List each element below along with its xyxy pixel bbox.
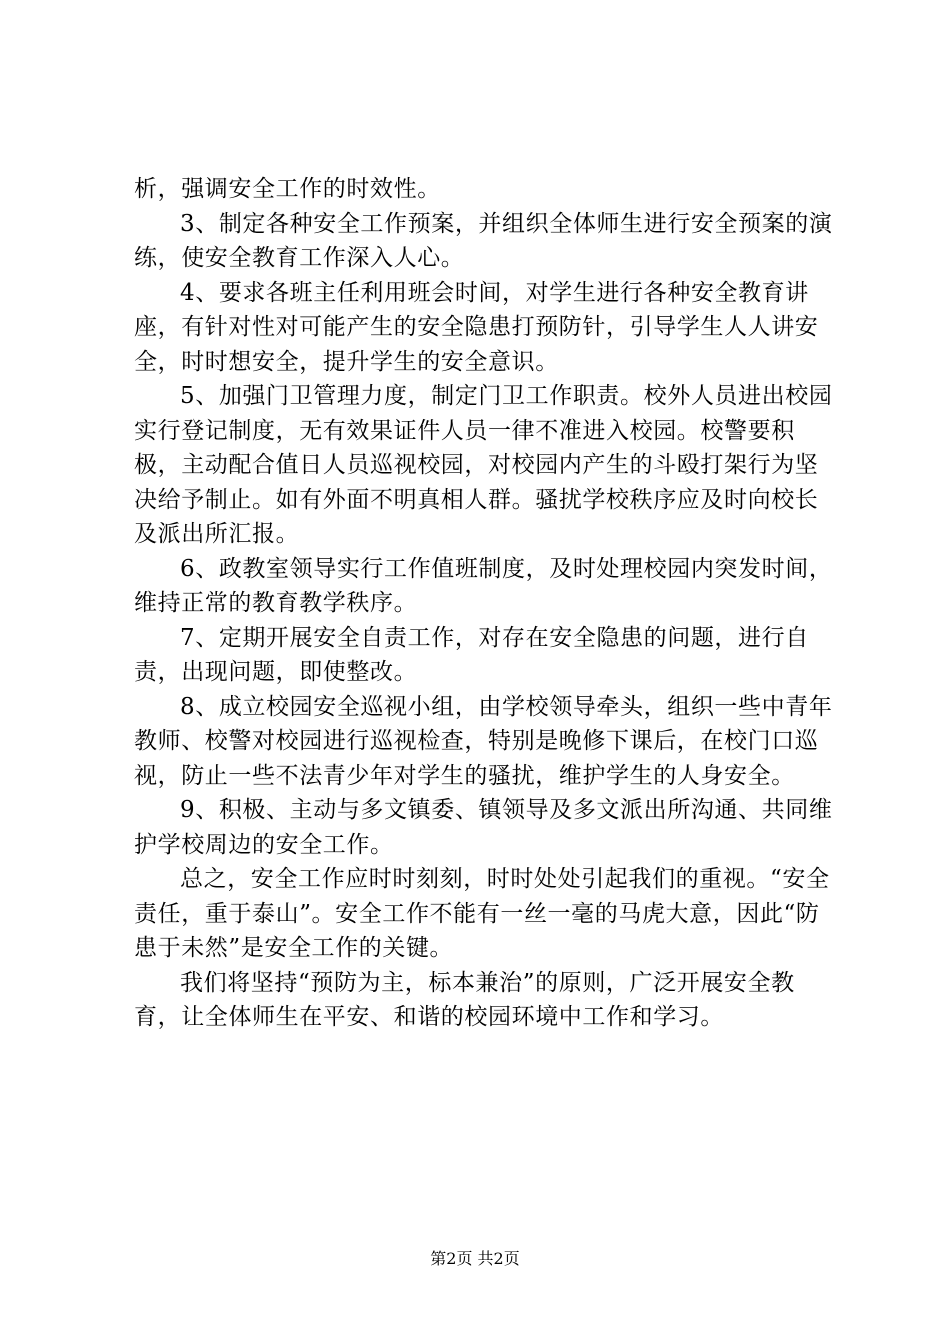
paragraph-item-9: 9、积极、主动与多文镇委、镇领导及多文派出所沟通、共同维护学校周边的安全工作。 [134,797,833,858]
paragraph-item-5: 5、加强门卫管理力度，制定门卫工作职责。校外人员进出校园实行登记制度，无有效果证件人员一律不准进入校园。校警要积极，主动配合值日人员巡视校园，对校园内产生的斗殴打架行为坚决给予制止。如有外面不明真相人群。骚扰学校秩序应及时向校长及派出所汇报。 [134,383,833,547]
paragraph-item-8: 8、成立校园安全巡视小组，由学校领导牵头，组织一些中青年教师、校警对校园进行巡视检查，特别是晚修下课后，在校门口巡视，防止一些不法青少年对学生的骚扰，维护学生的人身安全。 [134,693,833,789]
paragraph-continuation: 析，强调安全工作的时效性。 [134,176,441,202]
paragraph-conclusion: 我们将坚持“预防为主，标本兼治”的原则，广泛开展安全教育，让全体师生在平安、和谐的校园环境中工作和学习。 [134,969,795,1030]
paragraph-item-3: 3、制定各种安全工作预案，并组织全体师生进行安全预案的演练，使安全教育工作深入人心。 [134,210,833,271]
paragraph-summary: 总之，安全工作应时时刻刻，时时处处引起我们的重视。“安全责任，重于泰山”。安全工作不能有一丝一毫的马虎大意，因此“防患于未然”是安全工作的关键。 [134,866,830,961]
document-body [134,172,834,1035]
paragraph-item-7: 7、定期开展安全自责工作，对存在安全隐患的问题，进行自责，出现问题，即使整改。 [134,624,809,685]
paragraph-item-4: 4、要求各班主任利用班会时间，对学生进行各种安全教育讲座，有针对性对可能产生的安全隐患打预防针，引导学生人人讲安全，时时想安全，提升学生的安全意识。 [134,279,819,375]
paragraph-item-6: 6、政教室领导实行工作值班制度，及时处理校园内突发时间，维持正常的教育教学秩序。 [134,555,833,616]
page-footer: 第2页 共2页 [430,1249,520,1268]
